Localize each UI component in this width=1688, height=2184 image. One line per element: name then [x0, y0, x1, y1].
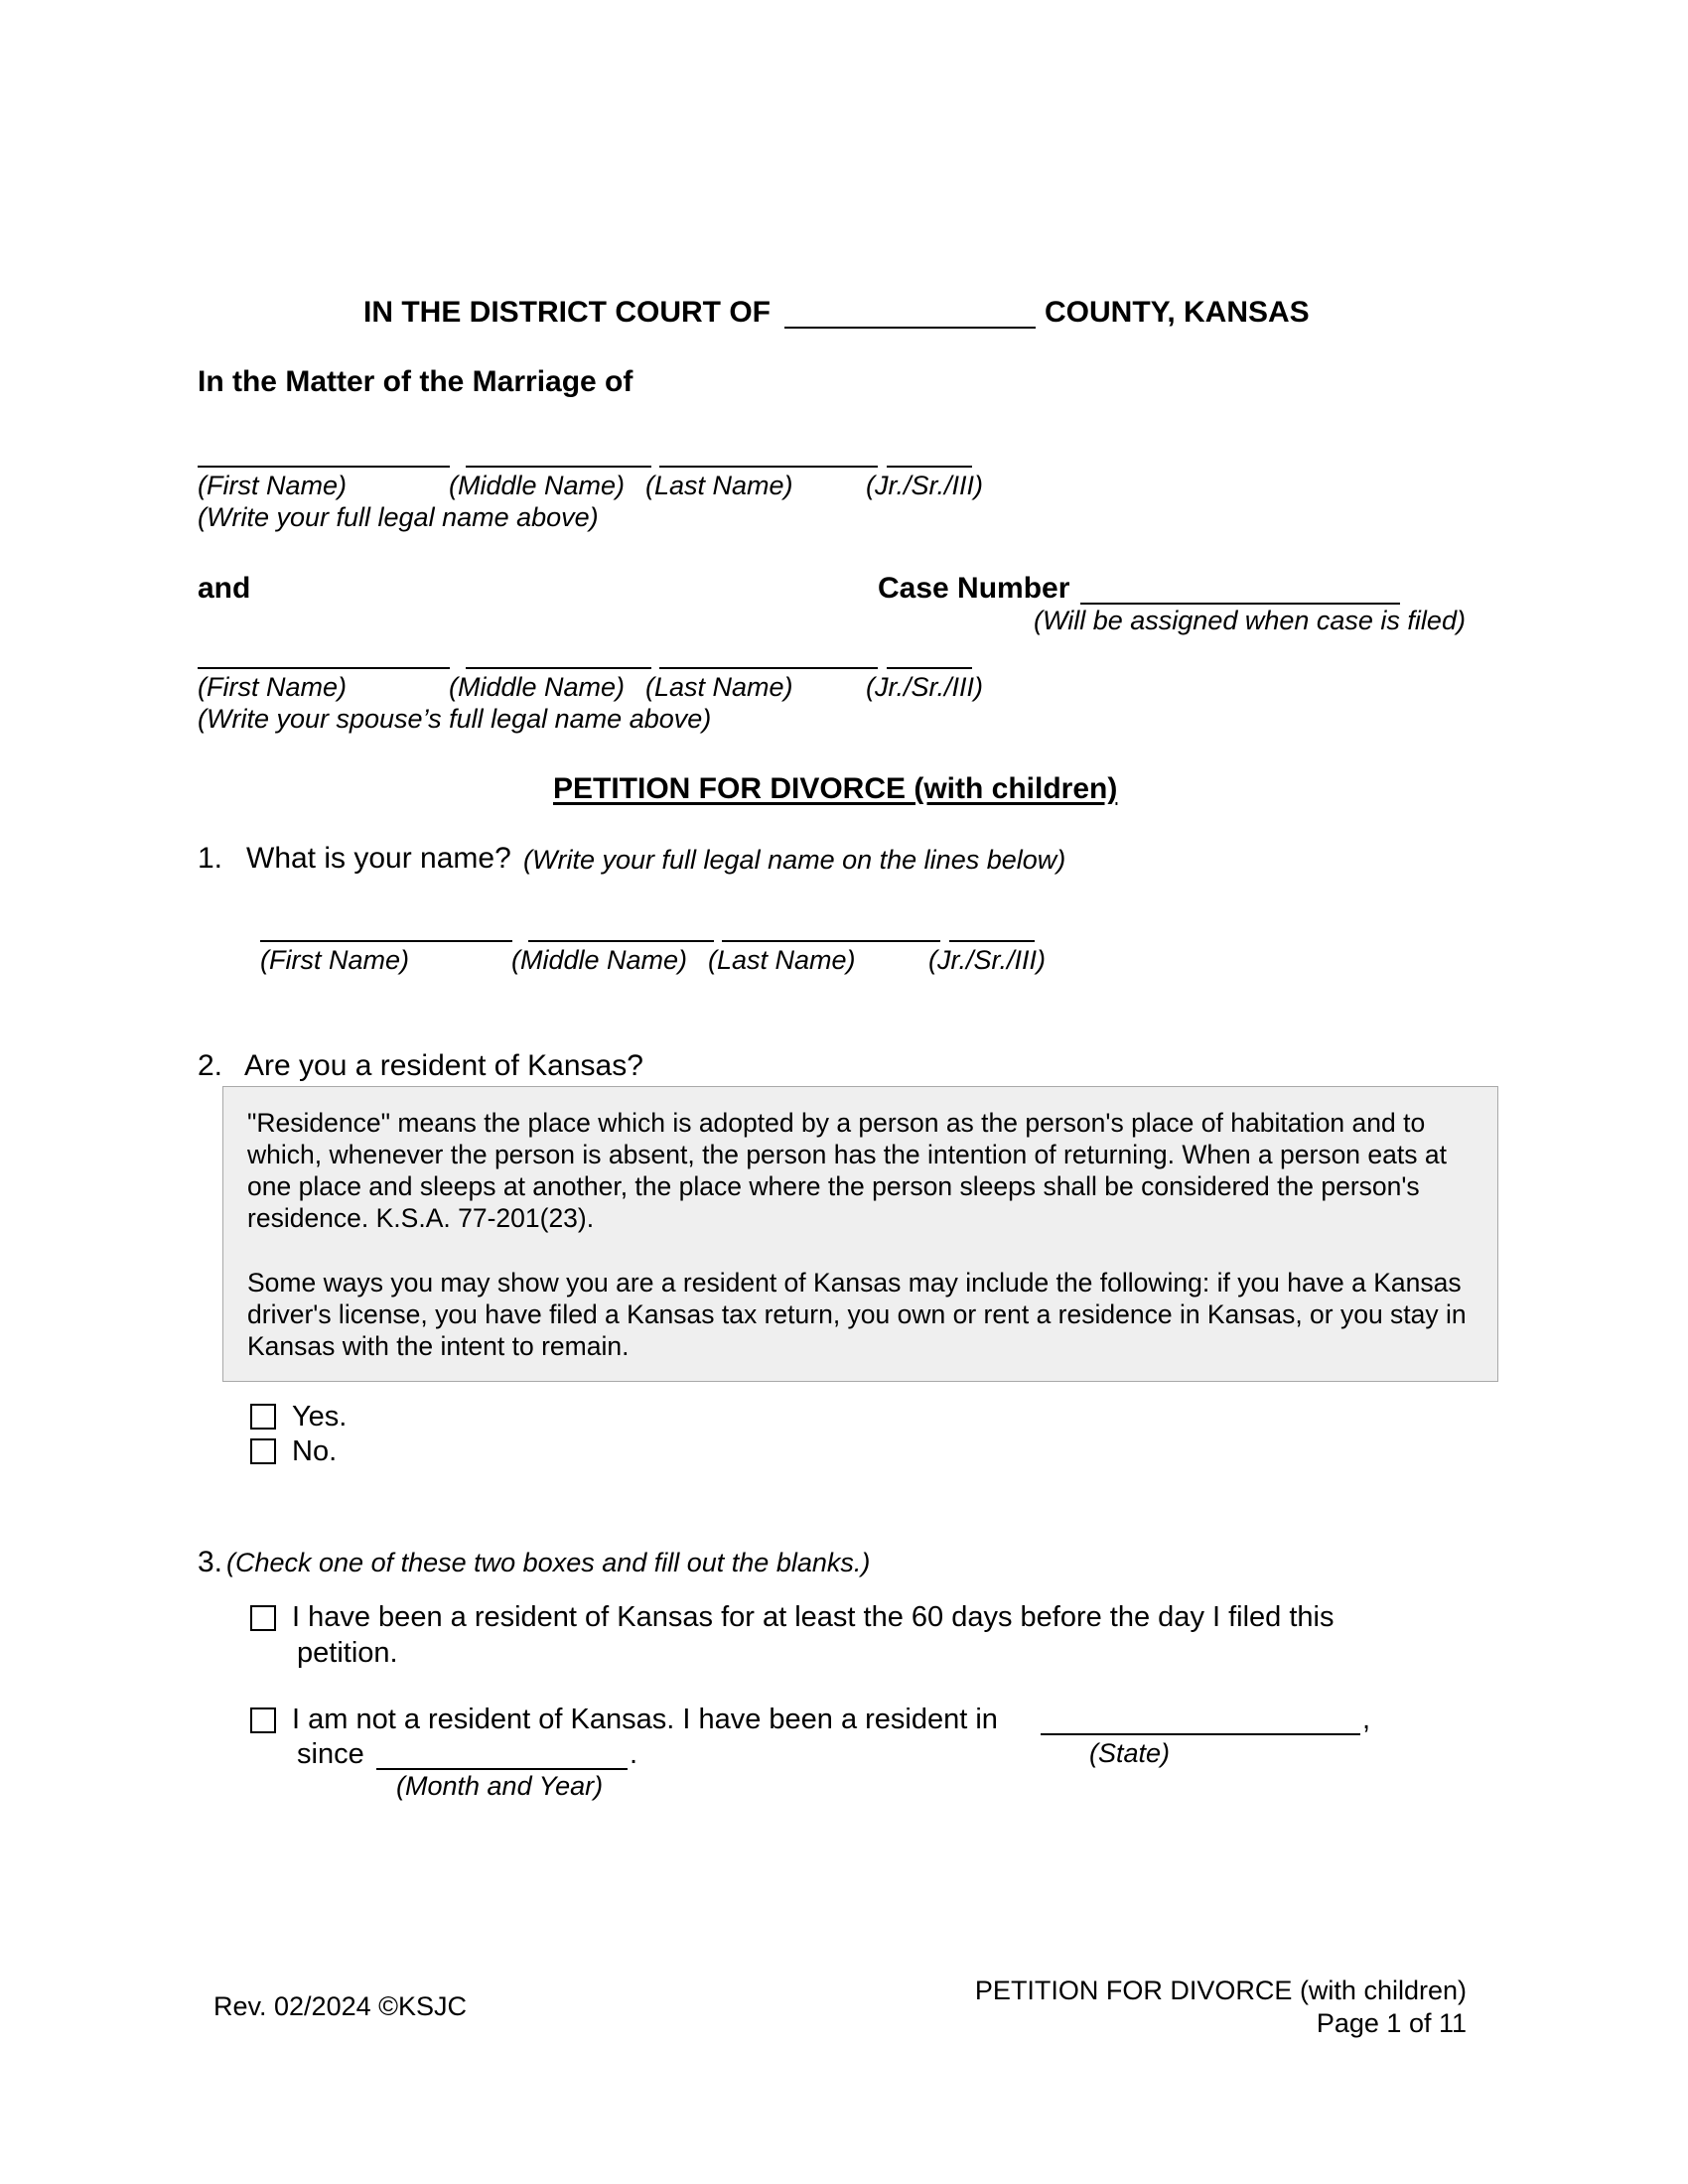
last-name-label: (Last Name)	[645, 471, 793, 500]
q2-no-label: No.	[292, 1435, 338, 1467]
q3-resident-checkbox[interactable]	[250, 1605, 276, 1631]
q3-resident-text-line1: I have been a resident of Kansas for at least the 60 days before the day I filed this	[292, 1601, 1335, 1633]
q1-text: What is your name?	[246, 842, 511, 875]
respondent-name-note: (Write your spouse’s full legal name above)	[198, 704, 712, 734]
q2-yes-label: Yes.	[292, 1401, 348, 1433]
respondent-suffix-blank[interactable]	[887, 667, 972, 669]
case-number-blank[interactable]	[1080, 603, 1400, 605]
petitioner-suffix-blank[interactable]	[887, 466, 972, 468]
q3-nonresident-checkbox[interactable]	[250, 1707, 276, 1733]
q3-state-label: (State)	[1089, 1738, 1171, 1768]
first-name-label: (First Name)	[260, 945, 409, 975]
footer-page-number: Page 1 of 11	[1316, 2008, 1467, 2038]
q2-no-checkbox[interactable]	[250, 1438, 276, 1464]
q1-suffix-blank[interactable]	[949, 940, 1035, 942]
q2-text: Are you a resident of Kansas?	[244, 1049, 643, 1082]
petitioner-name-note: (Write your full legal name above)	[198, 502, 599, 532]
and-label: and	[198, 572, 251, 605]
q3-resident-text-line2: petition.	[297, 1637, 398, 1669]
q1-hint: (Write your full legal name on the lines below)	[523, 845, 1066, 875]
q3-nonresident-text: I am not a resident of Kansas. I have been a resident in	[292, 1704, 998, 1735]
q1-first-name-blank[interactable]	[260, 940, 512, 942]
county-blank[interactable]	[784, 327, 1036, 329]
footer-document-title: PETITION FOR DIVORCE (with children)	[974, 1976, 1467, 2005]
q3-month-year-blank[interactable]	[376, 1768, 628, 1770]
petitioner-first-name-blank[interactable]	[198, 466, 450, 468]
q3-period: .	[630, 1738, 638, 1770]
first-name-label: (First Name)	[198, 471, 347, 500]
q2-yes-checkbox[interactable]	[250, 1404, 276, 1430]
q2-number: 2.	[198, 1049, 223, 1082]
middle-name-label: (Middle Name)	[449, 471, 626, 500]
case-number-note: (Will be assigned when case is filed)	[1034, 606, 1466, 635]
q3-comma: ,	[1362, 1704, 1371, 1735]
q3-month-year-label: (Month and Year)	[396, 1771, 604, 1801]
q3-hint: (Check one of these two boxes and fill out the blanks.)	[226, 1548, 871, 1577]
matter-heading: In the Matter of the Marriage of	[198, 365, 633, 398]
q3-state-blank[interactable]	[1041, 1733, 1360, 1735]
q1-middle-name-blank[interactable]	[528, 940, 714, 942]
first-name-label: (First Name)	[198, 672, 347, 702]
suffix-label: (Jr./Sr./III)	[928, 945, 1046, 975]
case-number-label: Case Number	[878, 572, 1070, 605]
footer-revision: Rev. 02/2024 ©KSJC	[213, 1991, 468, 2021]
respondent-last-name-blank[interactable]	[659, 667, 878, 669]
petitioner-last-name-blank[interactable]	[659, 466, 878, 468]
middle-name-label: (Middle Name)	[511, 945, 688, 975]
residence-proof-examples: Some ways you may show you are a resident of Kansas may include the following: if you have a Kansas driver's license, you have filed a Kansas tax return, you own or rent a residence in Kansas, or you stay in Kansas with the intent to remain.	[247, 1268, 1467, 1361]
petitioner-middle-name-blank[interactable]	[466, 466, 651, 468]
respondent-first-name-blank[interactable]	[198, 667, 450, 669]
suffix-label: (Jr./Sr./III)	[866, 471, 983, 500]
last-name-label: (Last Name)	[645, 672, 793, 702]
residence-definition: "Residence" means the place which is adopted by a person as the person's place of habitation and to which, whenever the person is absent, the person has the intention of returning. When a person eats at one place and sleeps at another, the place where the person sleeps shall be considered the person's residence. K.S.A. 77-201(23).	[247, 1108, 1447, 1233]
residence-info-box	[222, 1086, 1498, 1382]
suffix-label: (Jr./Sr./III)	[866, 672, 983, 702]
court-heading-prefix: IN THE DISTRICT COURT OF	[363, 296, 771, 329]
court-heading-suffix: COUNTY, KANSAS	[1045, 296, 1310, 329]
q3-number: 3.	[198, 1546, 223, 1578]
last-name-label: (Last Name)	[708, 945, 856, 975]
q1-number: 1.	[198, 842, 223, 875]
q3-since-label: since	[297, 1738, 364, 1770]
respondent-middle-name-blank[interactable]	[466, 667, 651, 669]
document-title: PETITION FOR DIVORCE (with children)	[553, 772, 1118, 805]
middle-name-label: (Middle Name)	[449, 672, 626, 702]
q1-last-name-blank[interactable]	[722, 940, 940, 942]
